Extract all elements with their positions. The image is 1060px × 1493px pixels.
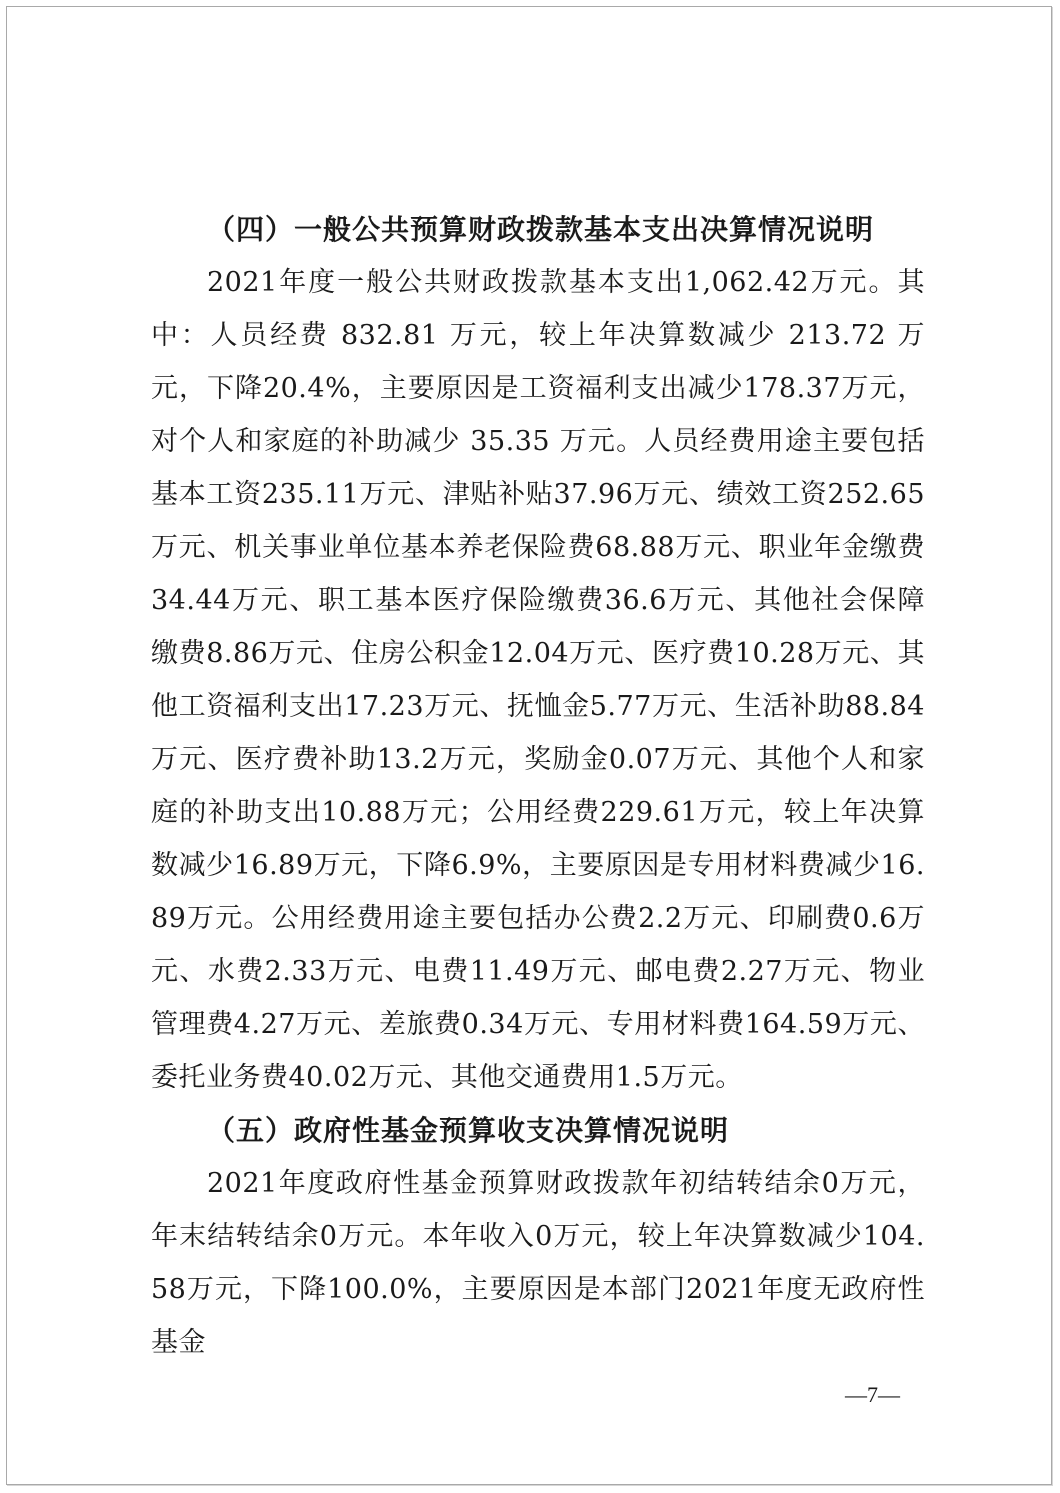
section-4-heading: （四）一般公共预算财政拨款基本支出决算情况说明	[207, 213, 875, 246]
page-number: —7—	[845, 1382, 900, 1407]
section-5-heading: （五）政府性基金预算收支决算情况说明	[207, 1114, 730, 1147]
page-content	[151, 203, 925, 1369]
document-page	[6, 6, 1052, 1485]
section-5-paragraph: 2021年度政府性基金预算财政拨款年初结转结余0万元，年末结转结余0万元。本年收入0万元，较上年决算数减少104.58万元，下降100.0%，主要原因是本部门2021年度无政府性基金	[151, 1168, 925, 1358]
section-4-paragraph: 2021年度一般公共财政拨款基本支出1,062.42万元。其中：人员经费 832.81 万元，较上年决算数减少 213.72 万元，下降20.4%，主要原因是工资福利支出减少178.37万元，对个人和家庭的补助减少 35.35 万元。人员经费用途主要包括基本工资235.11万元、津贴补贴37.96万元、绩效工资252.65万元、机关事业单位基本养老保险费68.88万元、职业年金缴费34.44万元、职工基本医疗保险缴费36.6万元、其他社会保障缴费8.86万元、住房公积金12.04万元、医疗费10.28万元、其他工资福利支出17.23万元、抚恤金5.77万元、生活补助88.84万元、医疗费补助13.2万元，奖励金0.07万元、其他个人和家庭的补助支出10.88万元；公用经费229.61万元，较上年决算数减少16.89万元，下降6.9%，主要原因是专用材料费减少16.89万元。公用经费用途主要包括办公费2.2万元、印刷费0.6万元、水费2.33万元、电费11.49万元、邮电费2.27万元、物业管理费4.27万元、差旅费0.34万元、专用材料费164.59万元、委托业务费40.02万元、其他交通费用1.5万元。	[151, 267, 925, 1093]
